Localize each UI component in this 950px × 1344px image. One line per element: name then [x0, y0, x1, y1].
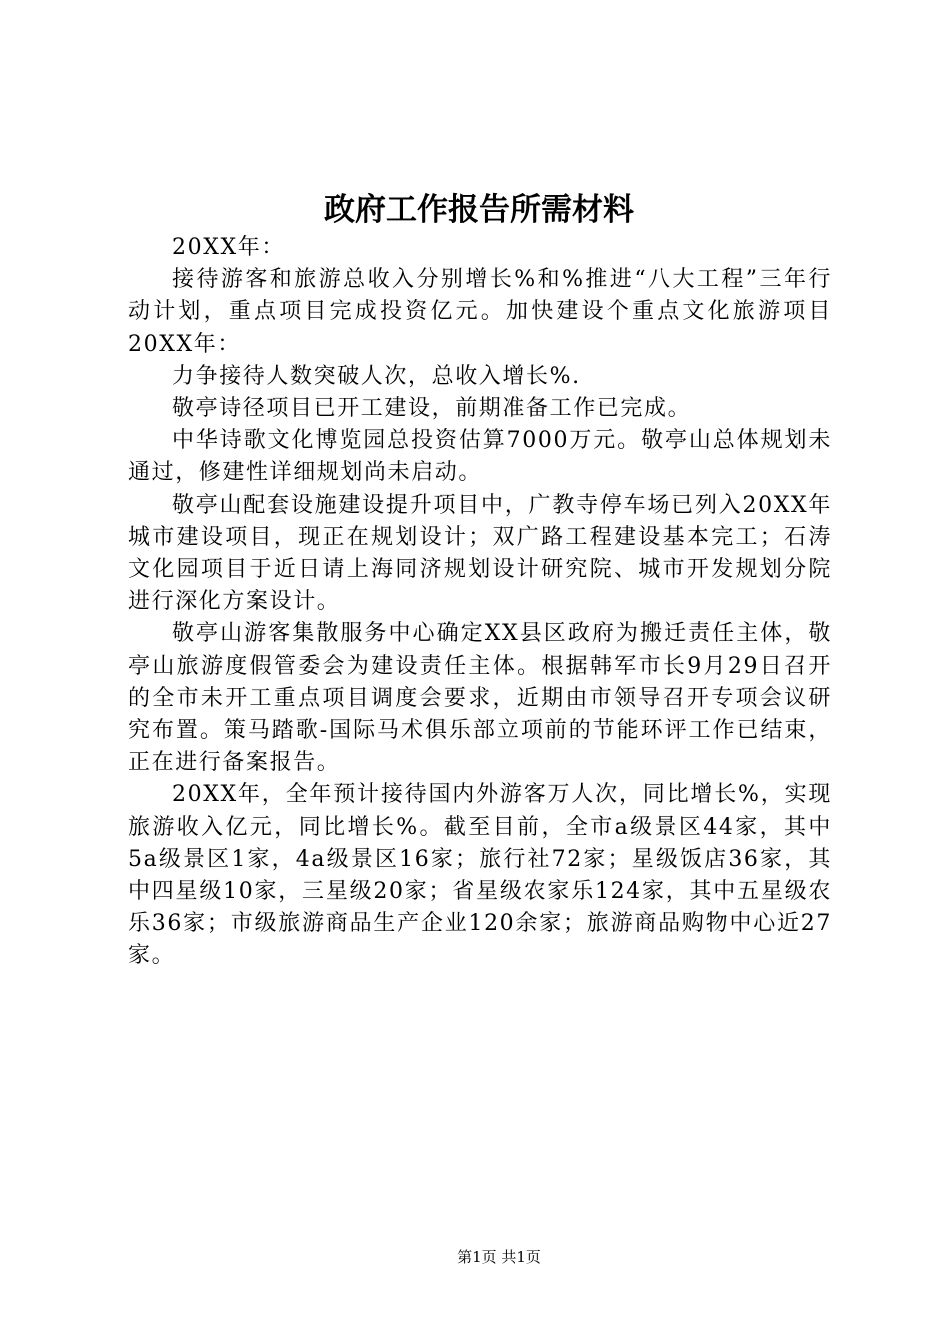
paragraph: 敬亭山游客集散服务中心确定XX县区政府为搬迁责任主体，敬亭山旅游度假管委会为建设责任主体。根据韩军市长9月29日召开的全市未开工重点项目调度会要求，近期由市领导召开专项会议研究布置。策马踏歌-国际马术俱乐部立项前的节能环评工作已结束，正在进行备案报告。: [128, 621, 832, 776]
paragraph: 敬亭山配套设施建设提升项目中，广教寺停车场已列入20XX年城市建设项目，现正在规划设计；双广路工程建设基本完工；石涛文化园项目于近日请上海同济规划设计研究院、城市开发规划分院进行深化方案设计。: [128, 492, 832, 615]
paragraph: 20XX年，全年预计接待国内外游客万人次，同比增长%，实现旅游收入亿元，同比增长%。截至目前，全市a级景区44家，其中5a级景区1家，4a级景区16家；旅行社72家；星级饭店36家，其中四星级10家，三星级20家；省星级农家乐124家，其中五星级农乐36家；市级旅游商品生产企业120余家；旅游商品购物中心近27家。: [128, 782, 832, 969]
paragraph: 接待游客和旅游总收入分别增长%和%推进“八大工程”三年行动计划，重点项目完成投资亿元。加快建设个重点文化旅游项目20XX年：: [128, 267, 832, 357]
paragraph: 20XX年：: [172, 235, 285, 260]
paragraph: 中华诗歌文化博览园总投资估算7000万元。敬亭山总体规划未通过，修建性详细规划尚未启动。: [128, 428, 832, 486]
paragraph: 力争接待人数突破人次，总收入增长%.: [172, 363, 581, 389]
document-title: 政府工作报告所需材料: [324, 192, 634, 228]
document-body: [128, 232, 832, 973]
page-footer: 第1页 共1页: [457, 1248, 541, 1266]
paragraph: 敬亭诗径项目已开工建设，前期准备工作已完成。: [172, 396, 692, 422]
